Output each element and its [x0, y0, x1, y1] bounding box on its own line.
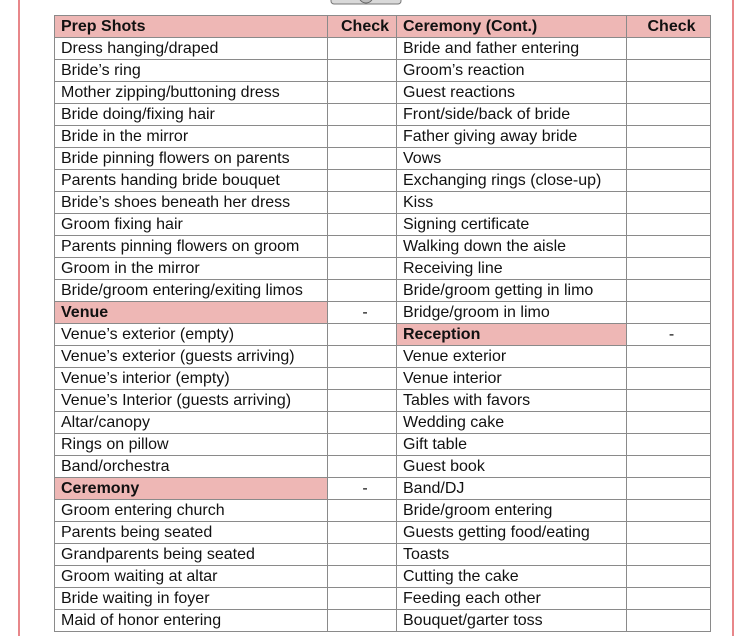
check-box[interactable]: [627, 170, 711, 192]
shot-item: Bride and father entering: [397, 38, 627, 60]
check-box[interactable]: [627, 192, 711, 214]
table-row: [55, 390, 711, 412]
shot-item: Parents handing bride bouquet: [55, 170, 328, 192]
shot-item: Band/orchestra: [55, 456, 328, 478]
header-check-left: Check: [328, 16, 397, 38]
shot-item: Venue’s interior (empty): [55, 368, 328, 390]
shot-item: Maid of honor entering: [55, 610, 328, 632]
check-box[interactable]: -: [627, 324, 711, 346]
shot-item: Bridge/groom in limo: [397, 302, 627, 324]
shot-item: Bride/groom entering: [397, 500, 627, 522]
shot-item: Venue’s exterior (guests arriving): [55, 346, 328, 368]
check-box[interactable]: [627, 412, 711, 434]
table-row: [55, 126, 711, 148]
check-box[interactable]: [328, 60, 397, 82]
table-row: [55, 258, 711, 280]
shot-item: Bride’s ring: [55, 60, 328, 82]
check-box[interactable]: [627, 610, 711, 632]
table-row: [55, 104, 711, 126]
check-box[interactable]: [627, 148, 711, 170]
table-row: [55, 456, 711, 478]
shot-item: Guest reactions: [397, 82, 627, 104]
check-box[interactable]: [328, 236, 397, 258]
check-box[interactable]: [627, 302, 711, 324]
check-box[interactable]: [328, 126, 397, 148]
check-box[interactable]: [627, 214, 711, 236]
table-row: [55, 324, 711, 346]
shot-item: Walking down the aisle: [397, 236, 627, 258]
check-box[interactable]: -: [328, 302, 397, 324]
check-box[interactable]: [328, 566, 397, 588]
shot-item: Bride waiting in foyer: [55, 588, 328, 610]
table-row: [55, 38, 711, 60]
table-row: [55, 368, 711, 390]
check-box[interactable]: [627, 478, 711, 500]
check-box[interactable]: [328, 368, 397, 390]
table-row: [55, 192, 711, 214]
check-box[interactable]: [627, 544, 711, 566]
shot-item: Venue’s Interior (guests arriving): [55, 390, 328, 412]
shot-item: Band/DJ: [397, 478, 627, 500]
shot-item: Bride in the mirror: [55, 126, 328, 148]
shot-item: Cutting the cake: [397, 566, 627, 588]
shot-item: Guests getting food/eating: [397, 522, 627, 544]
check-box[interactable]: [627, 126, 711, 148]
check-box[interactable]: [627, 236, 711, 258]
shot-item: Bride pinning flowers on parents: [55, 148, 328, 170]
table-row: [55, 566, 711, 588]
table-row: [55, 280, 711, 302]
check-box[interactable]: [328, 390, 397, 412]
check-box[interactable]: [328, 544, 397, 566]
shot-item: Signing certificate: [397, 214, 627, 236]
check-box[interactable]: [627, 368, 711, 390]
check-box[interactable]: [328, 192, 397, 214]
camera-icon: [330, 0, 402, 8]
check-box[interactable]: [328, 280, 397, 302]
shot-item: Father giving away bride: [397, 126, 627, 148]
shot-item: Tables with favors: [397, 390, 627, 412]
table-row: [55, 610, 711, 632]
shot-item: Front/side/back of bride: [397, 104, 627, 126]
shot-item: Gift table: [397, 434, 627, 456]
shot-item: Bride/groom entering/exiting limos: [55, 280, 328, 302]
shot-checklist-table: [54, 15, 711, 632]
table-row: [55, 148, 711, 170]
shot-item: Kiss: [397, 192, 627, 214]
table-header-row: [55, 16, 711, 38]
shot-item: Groom fixing hair: [55, 214, 328, 236]
shot-item: Bouquet/garter toss: [397, 610, 627, 632]
shot-item: Altar/canopy: [55, 412, 328, 434]
check-box[interactable]: [627, 500, 711, 522]
check-box[interactable]: [627, 60, 711, 82]
check-box[interactable]: [328, 82, 397, 104]
shot-item: Exchanging rings (close-up): [397, 170, 627, 192]
check-box[interactable]: [627, 456, 711, 478]
shot-item: Receiving line: [397, 258, 627, 280]
shot-item: Wedding cake: [397, 412, 627, 434]
check-box[interactable]: [627, 346, 711, 368]
check-box[interactable]: [328, 610, 397, 632]
check-box[interactable]: -: [328, 478, 397, 500]
shot-item: Venue’s exterior (empty): [55, 324, 328, 346]
shot-item: Bride doing/fixing hair: [55, 104, 328, 126]
check-box[interactable]: [328, 214, 397, 236]
table-row: [55, 478, 711, 500]
table-row: [55, 60, 711, 82]
header-prep-shots: Prep Shots: [55, 16, 328, 38]
check-box[interactable]: [627, 38, 711, 60]
table-row: [55, 412, 711, 434]
shot-item: Groom in the mirror: [55, 258, 328, 280]
check-box[interactable]: [328, 148, 397, 170]
check-box[interactable]: [328, 346, 397, 368]
section-heading: Venue: [55, 302, 328, 324]
table-row: [55, 302, 711, 324]
check-box[interactable]: [328, 456, 397, 478]
check-box[interactable]: [627, 104, 711, 126]
check-box[interactable]: [328, 412, 397, 434]
table-row: [55, 82, 711, 104]
table-row: [55, 500, 711, 522]
table-row: [55, 434, 711, 456]
table-row: [55, 522, 711, 544]
shot-item: Dress hanging/draped: [55, 38, 328, 60]
check-box[interactable]: [328, 104, 397, 126]
shot-item: Bride/groom getting in limo: [397, 280, 627, 302]
shot-item: Grandparents being seated: [55, 544, 328, 566]
check-box[interactable]: [627, 566, 711, 588]
shot-item: Parents pinning flowers on groom: [55, 236, 328, 258]
check-box[interactable]: [328, 170, 397, 192]
table-row: [55, 236, 711, 258]
shot-item: Rings on pillow: [55, 434, 328, 456]
shot-item: Feeding each other: [397, 588, 627, 610]
header-ceremony-cont: Ceremony (Cont.): [397, 16, 627, 38]
check-box[interactable]: [627, 280, 711, 302]
header-check-right: Check: [627, 16, 711, 38]
check-box[interactable]: [627, 390, 711, 412]
check-box[interactable]: [328, 258, 397, 280]
shot-item: Groom entering church: [55, 500, 328, 522]
shot-item: Groom waiting at altar: [55, 566, 328, 588]
shot-item: Parents being seated: [55, 522, 328, 544]
shot-item: Mother zipping/buttoning dress: [55, 82, 328, 104]
check-box[interactable]: [627, 522, 711, 544]
table-row: [55, 346, 711, 368]
check-box[interactable]: [627, 434, 711, 456]
check-box[interactable]: [328, 434, 397, 456]
check-box[interactable]: [328, 588, 397, 610]
shot-item: Groom’s reaction: [397, 60, 627, 82]
table-row: [55, 214, 711, 236]
table-row: [55, 588, 711, 610]
section-heading: Reception: [397, 324, 627, 346]
shot-item: Toasts: [397, 544, 627, 566]
shot-item: Vows: [397, 148, 627, 170]
table-row: [55, 544, 711, 566]
check-box[interactable]: [627, 258, 711, 280]
check-box[interactable]: [328, 38, 397, 60]
shot-item: Bride’s shoes beneath her dress: [55, 192, 328, 214]
shot-item: Guest book: [397, 456, 627, 478]
shot-item: Venue exterior: [397, 346, 627, 368]
check-box[interactable]: [328, 522, 397, 544]
check-box[interactable]: [627, 82, 711, 104]
section-heading: Ceremony: [55, 478, 328, 500]
check-box[interactable]: [328, 324, 397, 346]
check-box[interactable]: [328, 500, 397, 522]
table-row: [55, 170, 711, 192]
check-box[interactable]: [627, 588, 711, 610]
shot-item: Venue interior: [397, 368, 627, 390]
